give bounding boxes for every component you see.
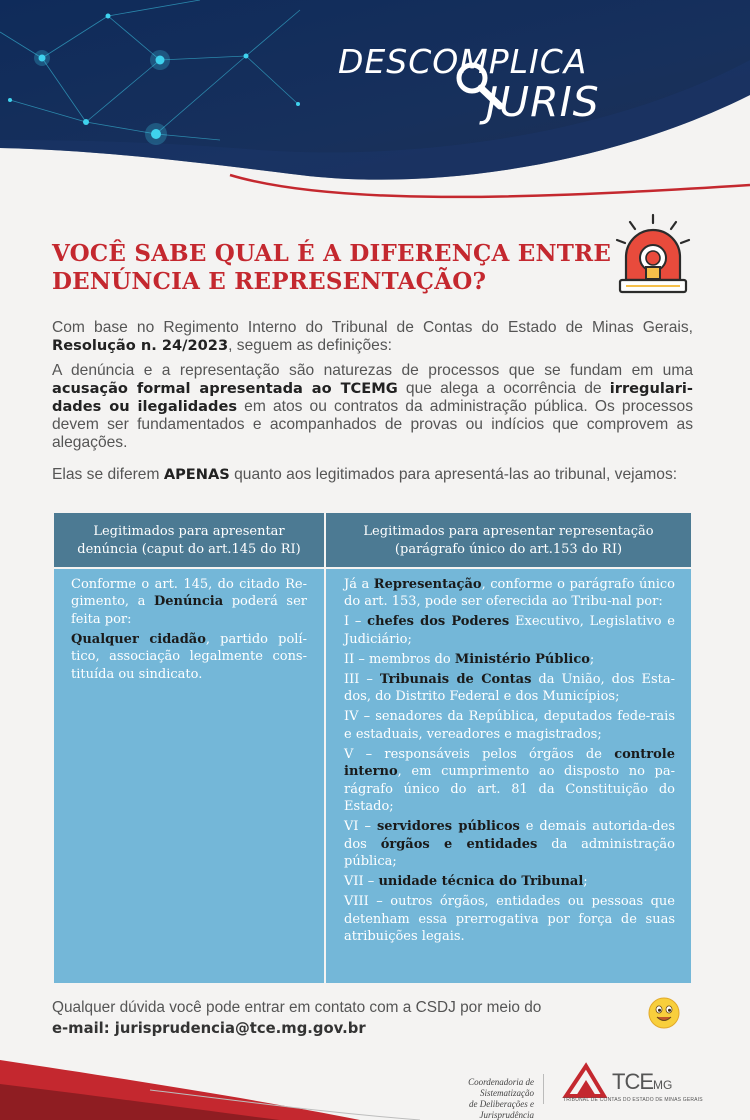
p2-e: em atos ou contratos da administração pública. Os processos devem ser fundamentados e acompanhados de provas ou indícios que comprovem as alegações. [52,398,693,451]
intro-paragraph-2 [52,362,693,452]
denuncia-intro [71,576,307,629]
p2-a: A denúncia e a representação são naturezas de processos que se fundam em uma [52,362,693,379]
tce-letters: TCE [612,1069,653,1094]
p2-b: acusação formal apresentada ao TCEMG [52,380,398,397]
tce-subtitle: TRIBUNAL DE CONTAS DO ESTADO DE MINAS GERAIS [563,1097,703,1103]
logo-top-text: DESCOMPLICA [338,42,588,81]
intro-paragraph-1 [52,319,693,355]
contact-email-link[interactable]: e-mail: jurisprudencia@tce.mg.gov.br [52,1020,366,1037]
p3-b: APENAS [163,466,230,483]
r-intro3: , conforme o parágrafo único do art. 153, pode ser oferecida ao Tribu-nal por: [344,576,675,609]
left-b2: , partido polí-tico, associação legalmente cons-tituída ou sindicato. [71,631,307,682]
representacao-intro [344,576,675,611]
header-left-line-2: denúncia (caput do art.145 do RI) [77,542,301,557]
i5c: , em cumprimento ao disposto no pa-rágrafo único do art. 81 da Constituição do Estado; [344,764,675,814]
table-header-denuncia [54,513,324,567]
i6d: órgãos e entidades [380,836,538,852]
table-cell-representacao [326,569,691,983]
item-iii [344,671,675,706]
i6c: e demais autorida-des dos [344,819,675,852]
item-ii [344,651,675,669]
p3-a: Elas se diferem [52,466,164,483]
header-left-line-1: Legitimados para apresentar [93,524,285,539]
tce-logo-text [612,1070,672,1097]
i7a: VII – [344,874,379,889]
r-intro2: Representação [373,576,482,592]
i7c: ; [583,874,588,889]
contact-line: Qualquer dúvida você pode entrar em contato com a CSDJ por meio do [52,999,542,1016]
i3a: III – [344,671,380,687]
descomplica-juris-logo [338,40,638,132]
title-line-2: DENÚNCIA E REPRESENTAÇÃO? [52,268,487,295]
i1b: chefes dos Poderes [367,614,510,629]
header-right-line-2: (parágrafo único do art.153 do RI) [394,542,623,557]
left-a3: poderá ser feita por: [71,594,307,627]
legitimados-table [54,513,691,983]
i6a: VI – [344,819,377,834]
i6e: da administração pública; [344,836,675,869]
p1-end: , seguem as definições: [228,337,392,354]
left-b1: Qualquer cidadão [71,631,206,647]
contact-info [52,997,541,1039]
i2b: Ministério Público [454,651,590,667]
i7b: unidade técnica do Tribunal [378,874,584,889]
p1-text: Com base no Regimento Interno do Tribunal de Contas do Estado de Minas Gerais, [52,319,693,336]
alarm-siren-icon [612,212,694,300]
i2a: II – membros do [344,651,455,667]
intro-paragraph-3 [52,466,693,484]
i6b: servidores públicos [376,819,520,834]
table-header-representacao [326,513,691,567]
tce-mg: MG [653,1078,673,1092]
i1a: I – [344,614,368,629]
page-title [52,240,612,296]
denuncia-list [71,631,307,684]
i2c: ; [589,651,595,667]
r-intro1: Já a [344,576,374,592]
smiley-face-icon [648,997,680,1029]
footer-divider [543,1074,544,1104]
p2-c: que alega a ocorrência de [397,380,610,397]
left-a1: Conforme o art. 145, do citado Re-gimento, a [71,576,307,609]
item-iv: IV – senadores da República, deputados fede-rais e estaduais, vereadores e magistrados; [344,709,675,742]
item-viii: VIII – outros órgãos, entidades ou pessoas que detenham essa prerrogativa por força de suas atribuições legais. [344,894,675,944]
i5a: V – responsáveis pelos órgãos de [344,746,615,762]
i3b: Tribunais de Contas [379,671,532,687]
left-a2: Denúncia [153,594,224,609]
title-line-1: VOCÊ SABE QUAL É A DIFERENÇA ENTRE [52,240,612,267]
header-banner [0,0,750,205]
p1-bold: Resolução n. 24/2023 [52,337,229,354]
i5b: controle interno [344,746,675,779]
table-cell-denuncia [54,569,324,983]
csdj-signature [414,1077,534,1120]
i1c: Executivo, Legislativo e Judiciário; [344,614,675,647]
header-right-line-1: Legitimados para apresentar representação [363,524,654,539]
item-v [344,746,675,816]
item-vii [344,873,675,891]
i3c: da União, dos Esta-dos, do Distrito Federal e dos Municípios; [344,671,675,704]
csdj-line-2: de Deliberações e Jurisprudência [469,1099,534,1120]
item-vi [344,818,675,871]
csdj-line-1: Coordenadoria de Sistematização [468,1077,534,1098]
p2-d: irregulari-dades ou ilegalidades [52,380,693,415]
item-i [344,613,675,648]
p3-c: quanto aos legitimados para apresentá-las ao tribunal, vejamos: [229,466,678,483]
logo-bottom-text: JURIS [486,78,600,126]
